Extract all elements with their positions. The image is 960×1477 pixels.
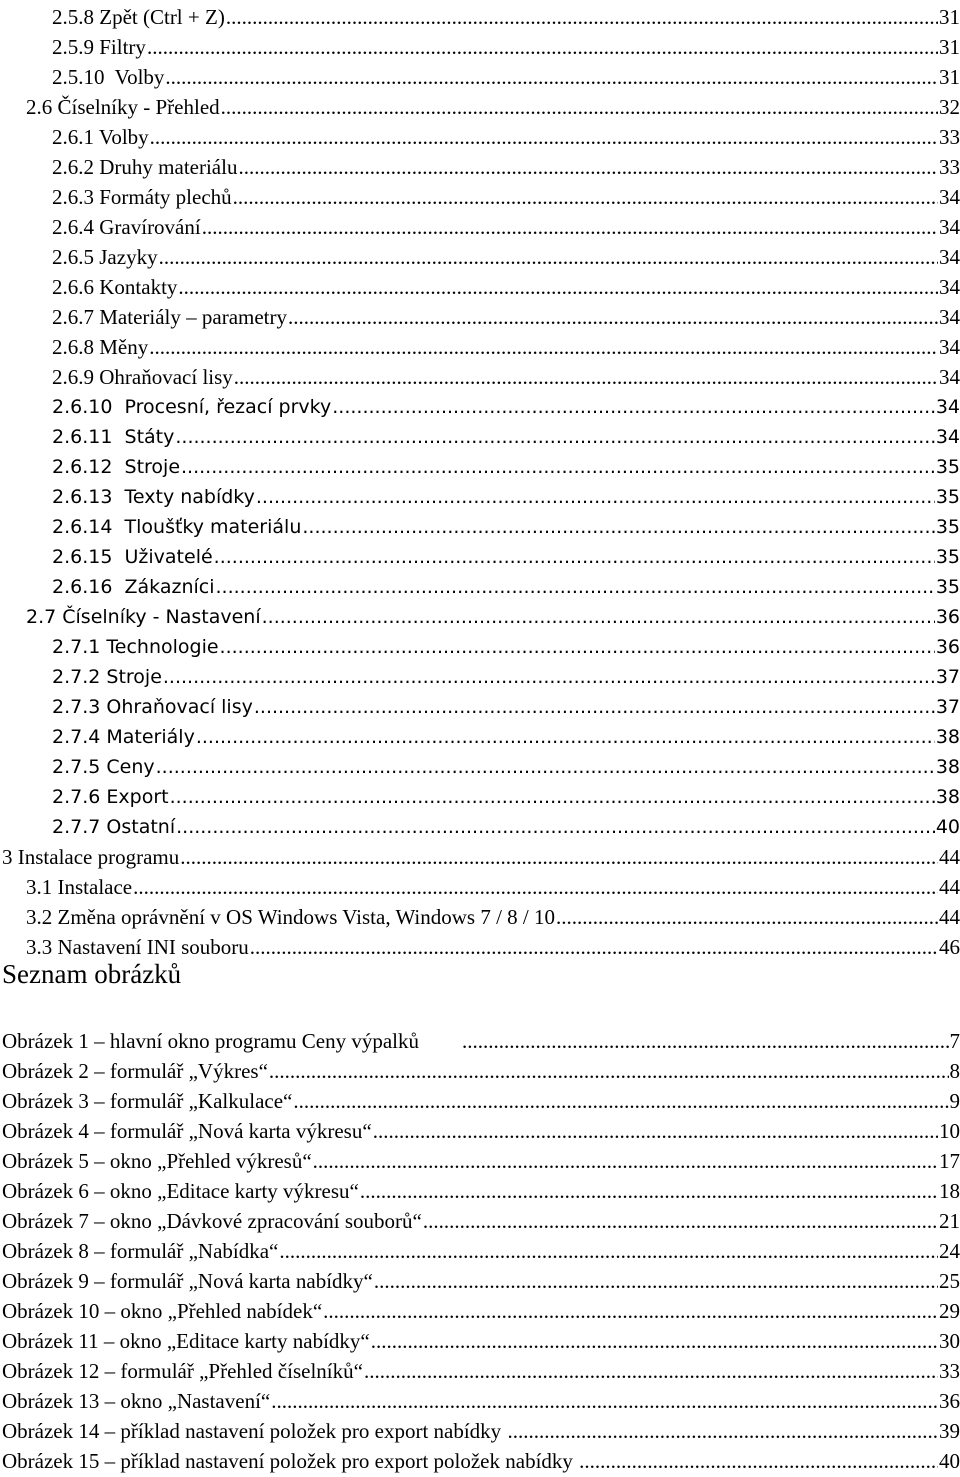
toc-page-number: 32 xyxy=(939,95,960,119)
toc-page-number: 33 xyxy=(939,155,960,179)
toc-dot-leader xyxy=(178,275,938,300)
figure-entry[interactable] xyxy=(0,1024,960,1054)
toc-entry-label: 3 Instalace programu xyxy=(2,845,180,869)
figure-dot-leader xyxy=(269,1059,949,1084)
figure-entry[interactable] xyxy=(0,1354,960,1384)
toc-entry[interactable] xyxy=(0,330,960,360)
figure-page-number: 33 xyxy=(939,1359,960,1383)
toc-dot-leader xyxy=(196,725,935,750)
figure-entry-label: Obrázek 8 – formulář „Nabídka“ xyxy=(2,1239,279,1263)
figure-dot-leader xyxy=(579,1449,938,1474)
figures-heading: Seznam obrázků xyxy=(2,959,182,989)
toc-entry-label: 2.6.6 Kontakty xyxy=(52,275,178,299)
toc-page-number: 34 xyxy=(935,396,960,418)
figure-dot-leader xyxy=(293,1089,948,1114)
toc-page-number: 35 xyxy=(935,486,960,508)
toc-entry[interactable] xyxy=(0,840,960,870)
toc-entry[interactable] xyxy=(0,900,960,930)
toc-dot-leader xyxy=(226,5,938,30)
figure-entry[interactable] xyxy=(0,1234,960,1264)
figure-dot-leader xyxy=(423,1209,938,1234)
toc-entry-label: 2.5.10 Volby xyxy=(52,65,165,89)
figure-entry-label: Obrázek 1 – hlavní okno programu Ceny výpalků xyxy=(2,1029,461,1053)
toc-page-number: 31 xyxy=(939,35,960,59)
toc-page-number: 35 xyxy=(935,456,960,478)
toc-dot-leader xyxy=(163,665,935,690)
toc-entry-label: 3.2 Změna oprávnění v OS Windows Vista, Windows 7 / 8 / 10 xyxy=(26,905,556,929)
toc-dot-leader xyxy=(149,335,938,360)
toc-dot-leader xyxy=(234,365,938,390)
toc-entry[interactable] xyxy=(0,810,960,840)
toc-entry-label: 2.6.3 Formáty plechů xyxy=(52,185,232,209)
toc-entry[interactable] xyxy=(0,360,960,390)
toc-dot-leader xyxy=(180,845,938,870)
toc-entry[interactable] xyxy=(0,480,960,510)
toc-dot-leader xyxy=(156,755,935,780)
toc-entry-label: 2.6.14 Tloušťky materiálu xyxy=(52,516,302,538)
figure-page-number: 29 xyxy=(939,1299,960,1323)
figure-entry-label: Obrázek 11 – okno „Editace karty nabídky“ xyxy=(2,1329,370,1353)
toc-page-number: 31 xyxy=(939,5,960,29)
toc-entry[interactable] xyxy=(0,600,960,630)
toc-entry-label: 2.7.7 Ostatní xyxy=(52,816,176,838)
figure-entry[interactable] xyxy=(0,1294,960,1324)
figure-page-number: 25 xyxy=(939,1269,960,1293)
figure-page-number: 10 xyxy=(939,1119,960,1143)
toc-page-number: 38 xyxy=(935,726,960,748)
toc-entry-label: 2.6.11 Státy xyxy=(52,426,175,448)
toc-dot-leader xyxy=(133,875,938,900)
toc-page-number: 38 xyxy=(935,756,960,778)
figure-page-number: 18 xyxy=(939,1179,960,1203)
figure-page-number: 36 xyxy=(939,1389,960,1413)
toc-dot-leader xyxy=(165,65,938,90)
figure-page-number: 24 xyxy=(939,1239,960,1263)
toc-page-number: 35 xyxy=(935,576,960,598)
toc-entry-label: 2.7.1 Technologie xyxy=(52,636,219,658)
toc-entry[interactable] xyxy=(0,570,960,600)
toc-entry[interactable] xyxy=(0,210,960,240)
figure-page-number: 7 xyxy=(949,1029,960,1053)
toc-dot-leader xyxy=(181,455,935,480)
toc-dot-leader xyxy=(556,905,938,930)
toc-entry[interactable] xyxy=(0,930,960,960)
toc-entry[interactable] xyxy=(0,870,960,900)
toc-entry-label: 2.5.8 Zpět (Ctrl + Z) xyxy=(52,5,225,29)
toc-entry-label: 2.7.2 Stroje xyxy=(52,666,162,688)
toc-dot-leader xyxy=(238,155,938,180)
figure-page-number: 21 xyxy=(939,1209,960,1233)
toc-entry[interactable] xyxy=(0,0,960,30)
figure-entry[interactable] xyxy=(0,1414,960,1444)
toc-entry-label: 2.6.7 Materiály – parametry xyxy=(52,305,287,329)
toc-entry-label: 2.7.6 Export xyxy=(52,786,169,808)
toc-entry-label: 2.7.3 Ohraňovací lisy xyxy=(52,696,253,718)
toc-page-number: 34 xyxy=(939,185,960,209)
toc-page-number: 34 xyxy=(939,215,960,239)
toc-entry-label: 3.1 Instalace xyxy=(26,875,133,899)
figure-entry-label: Obrázek 7 – okno „Dávkové zpracování souborů“ xyxy=(2,1209,422,1233)
figure-dot-leader xyxy=(271,1389,938,1414)
figure-entry-label: Obrázek 6 – okno „Editace karty výkresu“ xyxy=(2,1179,359,1203)
figure-entry-label: Obrázek 10 – okno „Přehled nabídek“ xyxy=(2,1299,323,1323)
toc-entry-label: 2.6.12 Stroje xyxy=(52,456,181,478)
toc-entry[interactable] xyxy=(0,150,960,180)
toc-entry[interactable] xyxy=(0,630,960,660)
toc-page-number: 37 xyxy=(935,666,960,688)
toc-entry-label: 2.6.10 Procesní, řezací prvky xyxy=(52,396,332,418)
toc-entry-label: 2.7 Číselníky - Nastavení xyxy=(26,606,261,628)
toc-dot-leader xyxy=(150,125,938,150)
figure-entry-label: Obrázek 12 – formulář „Přehled číselníků“ xyxy=(2,1359,363,1383)
toc-entry[interactable] xyxy=(0,240,960,270)
toc-dot-leader xyxy=(302,515,934,540)
toc-entry-label: 2.5.9 Filtry xyxy=(52,35,146,59)
toc-entry[interactable] xyxy=(0,750,960,780)
toc-page-number: 34 xyxy=(939,335,960,359)
figure-entry[interactable] xyxy=(0,1174,960,1204)
figure-entry-label: Obrázek 3 – formulář „Kalkulace“ xyxy=(2,1089,293,1113)
toc-page-number: 38 xyxy=(935,786,960,808)
toc-entry[interactable] xyxy=(0,270,960,300)
toc-entry[interactable] xyxy=(0,390,960,420)
toc-page-number: 34 xyxy=(939,275,960,299)
toc-dot-leader xyxy=(288,305,938,330)
toc-dot-leader xyxy=(220,635,935,660)
figure-entry[interactable] xyxy=(0,1204,960,1234)
toc-entry[interactable] xyxy=(0,30,960,60)
toc-page-number: 44 xyxy=(939,845,960,869)
figure-entry[interactable] xyxy=(0,1084,960,1114)
toc-dot-leader xyxy=(159,245,938,270)
toc-page-number: 34 xyxy=(939,305,960,329)
toc-dot-leader xyxy=(170,785,935,810)
toc-entry[interactable] xyxy=(0,60,960,90)
toc-dot-leader xyxy=(176,815,935,840)
toc-entry[interactable] xyxy=(0,180,960,210)
toc-dot-leader xyxy=(216,575,935,600)
toc-page-number: 37 xyxy=(935,696,960,718)
figure-dot-leader xyxy=(374,1269,938,1294)
figure-entry[interactable] xyxy=(0,1444,960,1474)
toc-page-number: 36 xyxy=(935,636,960,658)
figure-dot-leader xyxy=(313,1149,938,1174)
toc-entry-label: 2.6.8 Měny xyxy=(52,335,149,359)
toc-entry-label: 2.6.1 Volby xyxy=(52,125,149,149)
toc-entry-label: 2.6.5 Jazyky xyxy=(52,245,158,269)
toc-entry[interactable] xyxy=(0,690,960,720)
figure-entry[interactable] xyxy=(0,1384,960,1414)
toc-dot-leader xyxy=(262,605,935,630)
toc-dot-leader xyxy=(256,485,935,510)
figure-entry-label: Obrázek 14 – příklad nastavení položek pro export nabídky xyxy=(2,1419,507,1443)
toc-entry-label: 2.6.15 Uživatelé xyxy=(52,546,213,568)
toc-entry[interactable] xyxy=(0,420,960,450)
figure-entry-label: Obrázek 13 – okno „Nastavení“ xyxy=(2,1389,271,1413)
figure-entry[interactable] xyxy=(0,1114,960,1144)
figure-dot-leader xyxy=(462,1029,949,1054)
toc-entry-label: 2.6.2 Druhy materiálu xyxy=(52,155,238,179)
toc-entry-label: 2.6.4 Gravírování xyxy=(52,215,201,239)
toc-page-number: 46 xyxy=(939,935,960,959)
toc-entry-label: 2.7.4 Materiály xyxy=(52,726,195,748)
figure-dot-leader xyxy=(364,1359,938,1384)
figure-entry-label: Obrázek 9 – formulář „Nová karta nabídky“ xyxy=(2,1269,373,1293)
toc-page-number: 44 xyxy=(939,875,960,899)
toc-entry[interactable] xyxy=(0,540,960,570)
figure-entry[interactable] xyxy=(0,1264,960,1294)
toc-dot-leader xyxy=(254,695,935,720)
toc-entry[interactable] xyxy=(0,720,960,750)
figure-page-number: 8 xyxy=(949,1059,960,1083)
figure-dot-leader xyxy=(373,1119,938,1144)
figure-entry-label: Obrázek 5 – okno „Přehled výkresů“ xyxy=(2,1149,312,1173)
toc-entry[interactable] xyxy=(0,120,960,150)
figure-dot-leader xyxy=(507,1419,938,1444)
toc-page-number: 35 xyxy=(935,546,960,568)
toc-page-number: 31 xyxy=(939,65,960,89)
toc-entry-label: 2.6.9 Ohraňovací lisy xyxy=(52,365,233,389)
figure-entry-label: Obrázek 15 – příklad nastavení položek pro export položek nabídky xyxy=(2,1449,579,1473)
figure-page-number: 39 xyxy=(939,1419,960,1443)
toc-dot-leader xyxy=(332,395,935,420)
toc-page-number: 36 xyxy=(935,606,960,628)
toc-entry[interactable] xyxy=(0,660,960,690)
toc-entry-label: 3.3 Nastavení INI souboru xyxy=(26,935,249,959)
figure-dot-leader xyxy=(323,1299,938,1324)
toc-entry-label: 2.6.16 Zákazníci xyxy=(52,576,215,598)
toc-entry-label: 2.6 Číselníky - Přehled xyxy=(26,95,220,119)
toc-page-number: 33 xyxy=(939,125,960,149)
figure-entry-label: Obrázek 4 – formulář „Nová karta výkresu“ xyxy=(2,1119,372,1143)
figure-dot-leader xyxy=(371,1329,938,1354)
toc-page-number: 34 xyxy=(939,365,960,389)
toc-page-number: 35 xyxy=(935,516,960,538)
toc-dot-leader xyxy=(250,935,938,960)
toc-dot-leader xyxy=(214,545,935,570)
figure-entry[interactable] xyxy=(0,1144,960,1174)
toc-page-number: 34 xyxy=(935,426,960,448)
toc-entry[interactable] xyxy=(0,450,960,480)
toc-entry[interactable] xyxy=(0,510,960,540)
toc-entry-label: 2.7.5 Ceny xyxy=(52,756,155,778)
figure-page-number: 17 xyxy=(939,1149,960,1173)
toc-page-number: 40 xyxy=(935,816,960,838)
figure-entry-label: Obrázek 2 – formulář „Výkres“ xyxy=(2,1059,268,1083)
toc-entry[interactable] xyxy=(0,300,960,330)
toc-entry[interactable] xyxy=(0,780,960,810)
figure-entry[interactable] xyxy=(0,1054,960,1084)
toc-dot-leader xyxy=(202,215,938,240)
toc-entry[interactable] xyxy=(0,90,960,120)
figure-page-number: 30 xyxy=(939,1329,960,1353)
toc-page-number: 44 xyxy=(939,905,960,929)
toc-page-number: 34 xyxy=(939,245,960,269)
figure-page-number: 40 xyxy=(939,1449,960,1473)
toc-entry-label: 2.6.13 Texty nabídky xyxy=(52,486,255,508)
toc-dot-leader xyxy=(233,185,938,210)
toc-dot-leader xyxy=(175,425,934,450)
figure-page-number: 9 xyxy=(949,1089,960,1113)
figure-dot-leader xyxy=(279,1239,938,1264)
toc-dot-leader xyxy=(221,95,938,120)
toc-dot-leader xyxy=(147,35,938,60)
figure-dot-leader xyxy=(360,1179,938,1204)
figure-entry[interactable] xyxy=(0,1324,960,1354)
